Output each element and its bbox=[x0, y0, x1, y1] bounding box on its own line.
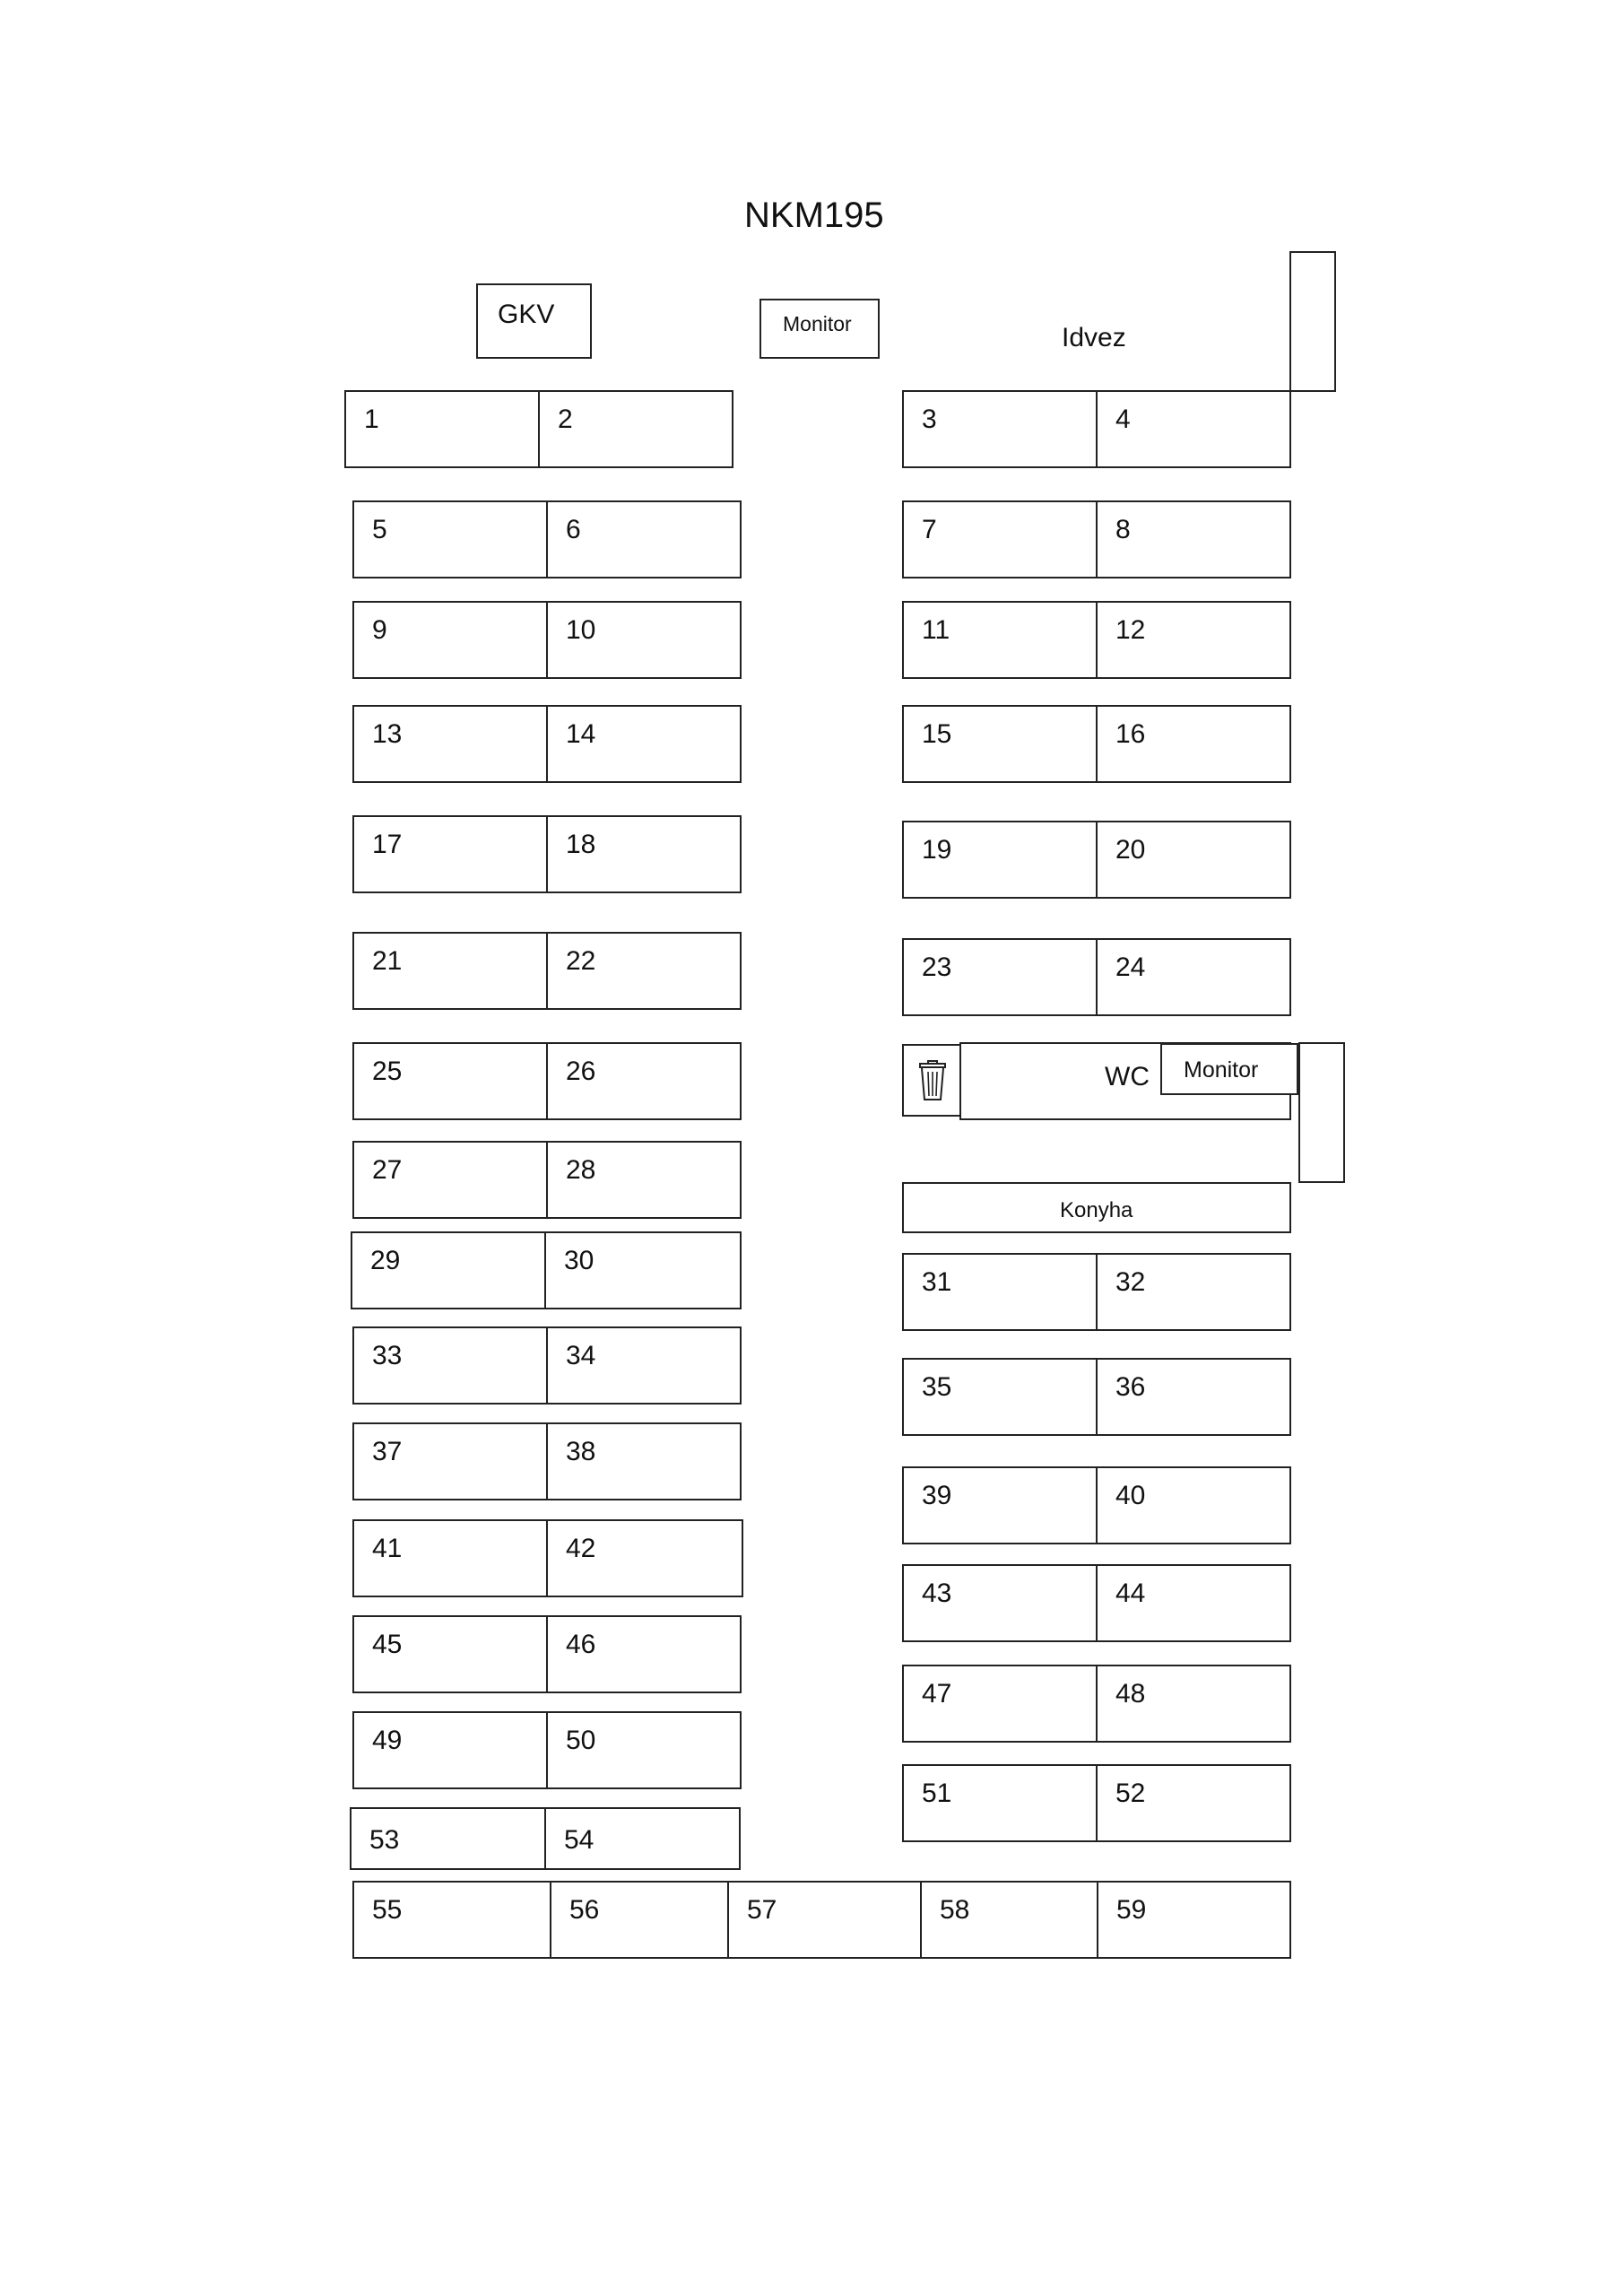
seat-6[interactable] bbox=[546, 500, 742, 578]
seat-number: 37 bbox=[372, 1437, 403, 1466]
seat-57[interactable] bbox=[727, 1881, 922, 1959]
seat-33[interactable] bbox=[352, 1326, 548, 1405]
seat-20[interactable] bbox=[1096, 821, 1291, 899]
seat-number: 52 bbox=[1115, 1779, 1146, 1808]
seat-52[interactable] bbox=[1096, 1764, 1291, 1842]
seat-number: 46 bbox=[566, 1630, 596, 1659]
konyha-box[interactable] bbox=[902, 1182, 1291, 1233]
seat-number: 5 bbox=[372, 515, 387, 544]
seat-number: 23 bbox=[922, 952, 952, 982]
seat-38[interactable] bbox=[546, 1422, 742, 1500]
seat-number: 11 bbox=[922, 615, 950, 645]
wc-label: WC bbox=[1105, 1062, 1150, 1091]
seat-19[interactable] bbox=[902, 821, 1098, 899]
seat-44[interactable] bbox=[1096, 1564, 1291, 1642]
seat-45[interactable] bbox=[352, 1615, 548, 1693]
seat-number: 18 bbox=[566, 830, 596, 859]
seat-48[interactable] bbox=[1096, 1665, 1291, 1743]
seat-36[interactable] bbox=[1096, 1358, 1291, 1436]
seat-number: 57 bbox=[747, 1895, 777, 1925]
seat-18[interactable] bbox=[546, 815, 742, 893]
seat-41[interactable] bbox=[352, 1519, 548, 1597]
seat-number: 59 bbox=[1116, 1895, 1147, 1925]
seat-12[interactable] bbox=[1096, 601, 1291, 679]
seat-number: 25 bbox=[372, 1057, 403, 1086]
wc-side-box[interactable] bbox=[1298, 1042, 1345, 1183]
seat-number: 43 bbox=[922, 1578, 952, 1608]
seat-14[interactable] bbox=[546, 705, 742, 783]
seat-number: 38 bbox=[566, 1437, 596, 1466]
trash-box[interactable] bbox=[902, 1044, 961, 1117]
seat-number: 17 bbox=[372, 830, 403, 859]
seat-49[interactable] bbox=[352, 1711, 548, 1789]
konyha-label: Konyha bbox=[1060, 1198, 1133, 1222]
seat-47[interactable] bbox=[902, 1665, 1098, 1743]
seat-number: 49 bbox=[372, 1726, 403, 1755]
seat-number: 50 bbox=[566, 1726, 596, 1755]
seat-number: 34 bbox=[566, 1341, 596, 1370]
seat-number: 9 bbox=[372, 615, 387, 645]
seat-number: 44 bbox=[1115, 1578, 1146, 1608]
seat-number: 27 bbox=[372, 1155, 403, 1185]
seat-number: 13 bbox=[372, 719, 403, 749]
monitor-top-box[interactable] bbox=[759, 299, 880, 359]
seat-number: 54 bbox=[564, 1825, 595, 1855]
seat-2[interactable] bbox=[538, 390, 733, 468]
seat-number: 56 bbox=[569, 1895, 600, 1925]
seat-22[interactable] bbox=[546, 932, 742, 1010]
seat-54[interactable] bbox=[544, 1807, 741, 1870]
seat-35[interactable] bbox=[902, 1358, 1098, 1436]
seat-number: 47 bbox=[922, 1679, 952, 1709]
seat-number: 3 bbox=[922, 404, 937, 434]
seat-number: 20 bbox=[1115, 835, 1146, 865]
seat-31[interactable] bbox=[902, 1253, 1098, 1331]
seat-51[interactable] bbox=[902, 1764, 1098, 1842]
seat-5[interactable] bbox=[352, 500, 548, 578]
seat-46[interactable] bbox=[546, 1615, 742, 1693]
seat-number: 48 bbox=[1115, 1679, 1146, 1709]
seat-53[interactable] bbox=[350, 1807, 546, 1870]
monitor-wc-box[interactable] bbox=[1160, 1043, 1298, 1095]
idvez-label: Idvez bbox=[1062, 323, 1126, 352]
seat-39[interactable] bbox=[902, 1466, 1098, 1544]
seat-number: 36 bbox=[1115, 1372, 1146, 1402]
seat-number: 15 bbox=[922, 719, 952, 749]
seat-number: 31 bbox=[922, 1267, 952, 1297]
seat-10[interactable] bbox=[546, 601, 742, 679]
seat-7[interactable] bbox=[902, 500, 1098, 578]
seat-34[interactable] bbox=[546, 1326, 742, 1405]
seat-23[interactable] bbox=[902, 938, 1098, 1016]
seat-number: 8 bbox=[1115, 515, 1131, 544]
seat-27[interactable] bbox=[352, 1141, 548, 1219]
seat-number: 14 bbox=[566, 719, 596, 749]
seat-32[interactable] bbox=[1096, 1253, 1291, 1331]
seat-number: 55 bbox=[372, 1895, 403, 1925]
trash-can-icon bbox=[917, 1060, 948, 1101]
gkv-label: GKV bbox=[498, 300, 555, 329]
seat-number: 51 bbox=[922, 1779, 952, 1808]
seat-number: 16 bbox=[1115, 719, 1146, 749]
page-title: NKM195 bbox=[744, 196, 884, 235]
seat-number: 32 bbox=[1115, 1267, 1146, 1297]
seat-16[interactable] bbox=[1096, 705, 1291, 783]
seat-59[interactable] bbox=[1097, 1881, 1291, 1959]
seat-58[interactable] bbox=[920, 1881, 1098, 1959]
seat-number: 35 bbox=[922, 1372, 952, 1402]
seat-number: 24 bbox=[1115, 952, 1146, 982]
monitor-wc-label: Monitor bbox=[1184, 1057, 1259, 1083]
seat-15[interactable] bbox=[902, 705, 1098, 783]
seat-number: 40 bbox=[1115, 1481, 1146, 1510]
seat-26[interactable] bbox=[546, 1042, 742, 1120]
seat-number: 26 bbox=[566, 1057, 596, 1086]
seat-number: 45 bbox=[372, 1630, 403, 1659]
seat-number: 10 bbox=[566, 615, 596, 645]
seat-30[interactable] bbox=[544, 1231, 742, 1309]
seat-number: 19 bbox=[922, 835, 952, 865]
seat-24[interactable] bbox=[1096, 938, 1291, 1016]
seat-number: 12 bbox=[1115, 615, 1146, 645]
seat-50[interactable] bbox=[546, 1711, 742, 1789]
seat-number: 53 bbox=[369, 1825, 400, 1855]
seat-number: 42 bbox=[566, 1534, 596, 1563]
monitor-top-label: Monitor bbox=[783, 312, 852, 335]
seat-17[interactable] bbox=[352, 815, 548, 893]
seat-number: 22 bbox=[566, 946, 596, 976]
seat-number: 29 bbox=[370, 1246, 401, 1275]
seat-3[interactable] bbox=[902, 390, 1098, 468]
seat-number: 2 bbox=[558, 404, 573, 434]
seat-number: 7 bbox=[922, 515, 937, 544]
seat-40[interactable] bbox=[1096, 1466, 1291, 1544]
seat-number: 41 bbox=[372, 1534, 403, 1563]
seat-29[interactable] bbox=[351, 1231, 546, 1309]
seat-number: 39 bbox=[922, 1481, 952, 1510]
seat-number: 33 bbox=[372, 1341, 403, 1370]
seat-56[interactable] bbox=[550, 1881, 729, 1959]
seat-9[interactable] bbox=[352, 601, 548, 679]
seat-1[interactable] bbox=[344, 390, 540, 468]
seat-number: 1 bbox=[364, 404, 379, 434]
seat-number: 4 bbox=[1115, 404, 1131, 434]
seat-13[interactable] bbox=[352, 705, 548, 783]
seat-number: 6 bbox=[566, 515, 581, 544]
seat-4[interactable] bbox=[1096, 390, 1291, 468]
seat-28[interactable] bbox=[546, 1141, 742, 1219]
seat-37[interactable] bbox=[352, 1422, 548, 1500]
seat-55[interactable] bbox=[352, 1881, 551, 1959]
gkv-box[interactable] bbox=[476, 283, 592, 359]
seat-number: 28 bbox=[566, 1155, 596, 1185]
seat-number: 21 bbox=[372, 946, 403, 976]
seat-42[interactable] bbox=[546, 1519, 743, 1597]
seat-11[interactable] bbox=[902, 601, 1098, 679]
seat-43[interactable] bbox=[902, 1564, 1098, 1642]
seat-number: 58 bbox=[940, 1895, 970, 1925]
seat-number: 30 bbox=[564, 1246, 595, 1275]
seat-8[interactable] bbox=[1096, 500, 1291, 578]
idvez-side-box[interactable] bbox=[1289, 251, 1336, 392]
seat-21[interactable] bbox=[352, 932, 548, 1010]
seat-25[interactable] bbox=[352, 1042, 548, 1120]
